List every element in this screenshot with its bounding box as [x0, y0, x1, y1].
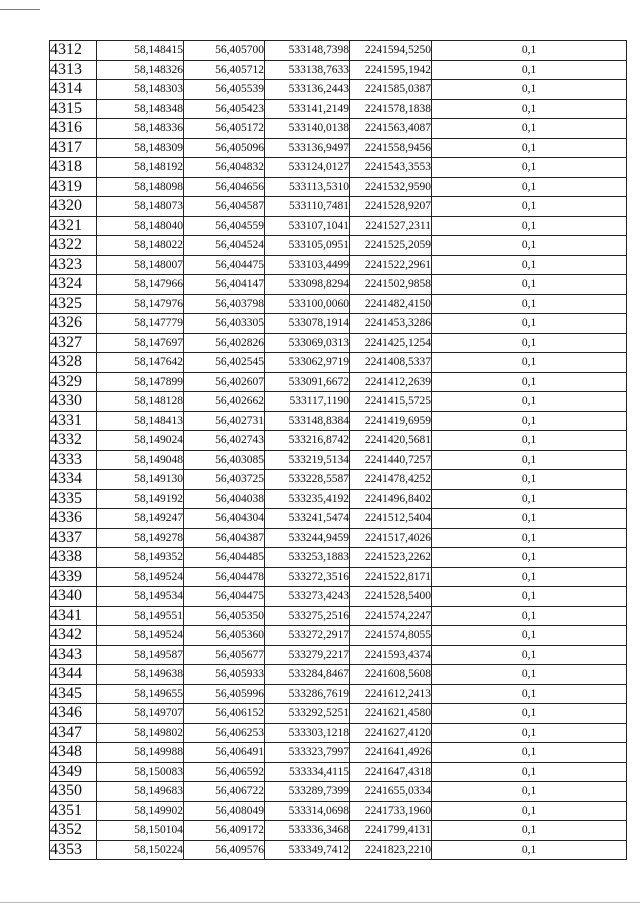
latitude-cell: 58,148128 — [97, 392, 184, 412]
accuracy-cell: 0,1 — [432, 801, 627, 821]
longitude-cell: 56,404485 — [184, 548, 265, 568]
latitude-cell: 58,148413 — [97, 411, 184, 431]
longitude-cell: 56,405172 — [184, 119, 265, 139]
latitude-cell: 58,147642 — [97, 353, 184, 373]
longitude-cell: 56,405712 — [184, 60, 265, 80]
latitude-cell: 58,149534 — [97, 587, 184, 607]
x-coordinate-cell: 533253,1883 — [265, 548, 350, 568]
latitude-cell: 58,149524 — [97, 567, 184, 587]
longitude-cell: 56,404038 — [184, 489, 265, 509]
longitude-cell: 56,404587 — [184, 197, 265, 217]
accuracy-cell: 0,1 — [432, 41, 627, 61]
accuracy-cell: 0,1 — [432, 587, 627, 607]
table-row — [50, 489, 627, 509]
point-number-cell: 4336 — [50, 509, 97, 529]
x-coordinate-cell: 533292,5251 — [265, 704, 350, 724]
coordinates-table — [49, 40, 627, 860]
accuracy-cell: 0,1 — [432, 489, 627, 509]
latitude-cell: 58,149655 — [97, 684, 184, 704]
latitude-cell: 58,149988 — [97, 743, 184, 763]
table-row — [50, 762, 627, 782]
latitude-cell: 58,150104 — [97, 821, 184, 841]
y-coordinate-cell: 2241453,3286 — [350, 314, 432, 334]
longitude-cell: 56,404524 — [184, 236, 265, 256]
table-row — [50, 470, 627, 490]
table-row — [50, 314, 627, 334]
latitude-cell: 58,149551 — [97, 606, 184, 626]
accuracy-cell: 0,1 — [432, 236, 627, 256]
longitude-cell: 56,402607 — [184, 372, 265, 392]
top-rule — [0, 9, 40, 10]
accuracy-cell: 0,1 — [432, 333, 627, 353]
x-coordinate-cell: 533334,4115 — [265, 762, 350, 782]
longitude-cell: 56,404656 — [184, 177, 265, 197]
table-row — [50, 587, 627, 607]
y-coordinate-cell: 2241522,8171 — [350, 567, 432, 587]
x-coordinate-cell: 533069,0313 — [265, 333, 350, 353]
table-row — [50, 606, 627, 626]
y-coordinate-cell: 2241528,5400 — [350, 587, 432, 607]
table-row — [50, 372, 627, 392]
y-coordinate-cell: 2241496,8402 — [350, 489, 432, 509]
accuracy-cell: 0,1 — [432, 275, 627, 295]
accuracy-cell: 0,1 — [432, 392, 627, 412]
y-coordinate-cell: 2241823,2210 — [350, 840, 432, 860]
accuracy-cell: 0,1 — [432, 255, 627, 275]
point-number-cell: 4353 — [50, 840, 97, 860]
y-coordinate-cell: 2241482,4150 — [350, 294, 432, 314]
x-coordinate-cell: 533136,9497 — [265, 138, 350, 158]
longitude-cell: 56,409576 — [184, 840, 265, 860]
latitude-cell: 58,147779 — [97, 314, 184, 334]
y-coordinate-cell: 2241527,2311 — [350, 216, 432, 236]
table-row — [50, 138, 627, 158]
y-coordinate-cell: 2241558,9456 — [350, 138, 432, 158]
accuracy-cell: 0,1 — [432, 840, 627, 860]
point-number-cell: 4340 — [50, 587, 97, 607]
point-number-cell: 4346 — [50, 704, 97, 724]
point-number-cell: 4352 — [50, 821, 97, 841]
longitude-cell: 56,406152 — [184, 704, 265, 724]
accuracy-cell: 0,1 — [432, 528, 627, 548]
table-row — [50, 704, 627, 724]
x-coordinate-cell: 533279,2217 — [265, 645, 350, 665]
latitude-cell: 58,148098 — [97, 177, 184, 197]
longitude-cell: 56,402826 — [184, 333, 265, 353]
accuracy-cell: 0,1 — [432, 372, 627, 392]
y-coordinate-cell: 2241733,1960 — [350, 801, 432, 821]
latitude-cell: 58,149048 — [97, 450, 184, 470]
latitude-cell: 58,148073 — [97, 197, 184, 217]
point-number-cell: 4313 — [50, 60, 97, 80]
latitude-cell: 58,149638 — [97, 665, 184, 685]
bottom-rule — [0, 902, 640, 903]
accuracy-cell: 0,1 — [432, 470, 627, 490]
table-row — [50, 626, 627, 646]
point-number-cell: 4341 — [50, 606, 97, 626]
accuracy-cell: 0,1 — [432, 606, 627, 626]
accuracy-cell: 0,1 — [432, 353, 627, 373]
accuracy-cell: 0,1 — [432, 626, 627, 646]
x-coordinate-cell: 533100,0060 — [265, 294, 350, 314]
longitude-cell: 56,404304 — [184, 509, 265, 529]
x-coordinate-cell: 533273,4243 — [265, 587, 350, 607]
longitude-cell: 56,404559 — [184, 216, 265, 236]
y-coordinate-cell: 2241440,7257 — [350, 450, 432, 470]
x-coordinate-cell: 533303,1218 — [265, 723, 350, 743]
longitude-cell: 56,405539 — [184, 80, 265, 100]
accuracy-cell: 0,1 — [432, 548, 627, 568]
latitude-cell: 58,149587 — [97, 645, 184, 665]
latitude-cell: 58,148022 — [97, 236, 184, 256]
longitude-cell: 56,404147 — [184, 275, 265, 295]
longitude-cell: 56,404475 — [184, 587, 265, 607]
y-coordinate-cell: 2241641,4926 — [350, 743, 432, 763]
table-row — [50, 548, 627, 568]
accuracy-cell: 0,1 — [432, 782, 627, 802]
longitude-cell: 56,406592 — [184, 762, 265, 782]
latitude-cell: 58,148007 — [97, 255, 184, 275]
table-row — [50, 294, 627, 314]
point-number-cell: 4322 — [50, 236, 97, 256]
point-number-cell: 4333 — [50, 450, 97, 470]
longitude-cell: 56,404478 — [184, 567, 265, 587]
point-number-cell: 4339 — [50, 567, 97, 587]
x-coordinate-cell: 533289,7399 — [265, 782, 350, 802]
latitude-cell: 58,149130 — [97, 470, 184, 490]
table-row — [50, 275, 627, 295]
latitude-cell: 58,150224 — [97, 840, 184, 860]
accuracy-cell: 0,1 — [432, 99, 627, 119]
table-row — [50, 197, 627, 217]
x-coordinate-cell: 533284,8467 — [265, 665, 350, 685]
latitude-cell: 58,150083 — [97, 762, 184, 782]
y-coordinate-cell: 2241523,2262 — [350, 548, 432, 568]
x-coordinate-cell: 533091,6672 — [265, 372, 350, 392]
longitude-cell: 56,405423 — [184, 99, 265, 119]
point-number-cell: 4347 — [50, 723, 97, 743]
point-number-cell: 4314 — [50, 80, 97, 100]
accuracy-cell: 0,1 — [432, 216, 627, 236]
y-coordinate-cell: 2241594,5250 — [350, 41, 432, 61]
table-row — [50, 60, 627, 80]
y-coordinate-cell: 2241415,5725 — [350, 392, 432, 412]
y-coordinate-cell: 2241412,2639 — [350, 372, 432, 392]
latitude-cell: 58,148326 — [97, 60, 184, 80]
table-row — [50, 431, 627, 451]
accuracy-cell: 0,1 — [432, 80, 627, 100]
x-coordinate-cell: 533272,3516 — [265, 567, 350, 587]
latitude-cell: 58,147899 — [97, 372, 184, 392]
point-number-cell: 4319 — [50, 177, 97, 197]
latitude-cell: 58,148415 — [97, 41, 184, 61]
latitude-cell: 58,149192 — [97, 489, 184, 509]
accuracy-cell: 0,1 — [432, 177, 627, 197]
longitude-cell: 56,406253 — [184, 723, 265, 743]
accuracy-cell: 0,1 — [432, 567, 627, 587]
table-row — [50, 665, 627, 685]
x-coordinate-cell: 533136,2443 — [265, 80, 350, 100]
y-coordinate-cell: 2241612,2413 — [350, 684, 432, 704]
latitude-cell: 58,149707 — [97, 704, 184, 724]
longitude-cell: 56,405933 — [184, 665, 265, 685]
y-coordinate-cell: 2241478,4252 — [350, 470, 432, 490]
table-row — [50, 158, 627, 178]
accuracy-cell: 0,1 — [432, 704, 627, 724]
x-coordinate-cell: 533107,1041 — [265, 216, 350, 236]
latitude-cell: 58,149278 — [97, 528, 184, 548]
latitude-cell: 58,148309 — [97, 138, 184, 158]
table-row — [50, 723, 627, 743]
latitude-cell: 58,148040 — [97, 216, 184, 236]
table-row — [50, 392, 627, 412]
x-coordinate-cell: 533062,9719 — [265, 353, 350, 373]
x-coordinate-cell: 533336,3468 — [265, 821, 350, 841]
x-coordinate-cell: 533103,4499 — [265, 255, 350, 275]
latitude-cell: 58,148336 — [97, 119, 184, 139]
y-coordinate-cell: 2241574,8055 — [350, 626, 432, 646]
y-coordinate-cell: 2241647,4318 — [350, 762, 432, 782]
x-coordinate-cell: 533241,5474 — [265, 509, 350, 529]
y-coordinate-cell: 2241585,0387 — [350, 80, 432, 100]
longitude-cell: 56,402731 — [184, 411, 265, 431]
longitude-cell: 56,408049 — [184, 801, 265, 821]
x-coordinate-cell: 533216,8742 — [265, 431, 350, 451]
accuracy-cell: 0,1 — [432, 450, 627, 470]
y-coordinate-cell: 2241408,5337 — [350, 353, 432, 373]
x-coordinate-cell: 533219,5134 — [265, 450, 350, 470]
table-row — [50, 821, 627, 841]
longitude-cell: 56,402662 — [184, 392, 265, 412]
latitude-cell: 58,147976 — [97, 294, 184, 314]
accuracy-cell: 0,1 — [432, 509, 627, 529]
accuracy-cell: 0,1 — [432, 138, 627, 158]
longitude-cell: 56,406722 — [184, 782, 265, 802]
accuracy-cell: 0,1 — [432, 314, 627, 334]
x-coordinate-cell: 533228,5587 — [265, 470, 350, 490]
accuracy-cell: 0,1 — [432, 821, 627, 841]
accuracy-cell: 0,1 — [432, 431, 627, 451]
longitude-cell: 56,404475 — [184, 255, 265, 275]
point-number-cell: 4327 — [50, 333, 97, 353]
point-number-cell: 4349 — [50, 762, 97, 782]
point-number-cell: 4321 — [50, 216, 97, 236]
x-coordinate-cell: 533098,8294 — [265, 275, 350, 295]
latitude-cell: 58,149524 — [97, 626, 184, 646]
table-row — [50, 353, 627, 373]
longitude-cell: 56,405996 — [184, 684, 265, 704]
y-coordinate-cell: 2241420,5681 — [350, 431, 432, 451]
x-coordinate-cell: 533349,7412 — [265, 840, 350, 860]
longitude-cell: 56,405350 — [184, 606, 265, 626]
point-number-cell: 4342 — [50, 626, 97, 646]
point-number-cell: 4351 — [50, 801, 97, 821]
y-coordinate-cell: 2241543,3553 — [350, 158, 432, 178]
longitude-cell: 56,405096 — [184, 138, 265, 158]
point-number-cell: 4345 — [50, 684, 97, 704]
point-number-cell: 4332 — [50, 431, 97, 451]
point-number-cell: 4344 — [50, 665, 97, 685]
y-coordinate-cell: 2241593,4374 — [350, 645, 432, 665]
x-coordinate-cell: 533140,0138 — [265, 119, 350, 139]
point-number-cell: 4323 — [50, 255, 97, 275]
latitude-cell: 58,148303 — [97, 80, 184, 100]
x-coordinate-cell: 533138,7633 — [265, 60, 350, 80]
x-coordinate-cell: 533235,4192 — [265, 489, 350, 509]
point-number-cell: 4320 — [50, 197, 97, 217]
x-coordinate-cell: 533323,7997 — [265, 743, 350, 763]
y-coordinate-cell: 2241655,0334 — [350, 782, 432, 802]
point-number-cell: 4317 — [50, 138, 97, 158]
x-coordinate-cell: 533148,8384 — [265, 411, 350, 431]
latitude-cell: 58,149352 — [97, 548, 184, 568]
latitude-cell: 58,147966 — [97, 275, 184, 295]
table-row — [50, 236, 627, 256]
table-row — [50, 645, 627, 665]
y-coordinate-cell: 2241799,4131 — [350, 821, 432, 841]
x-coordinate-cell: 533124,0127 — [265, 158, 350, 178]
point-number-cell: 4325 — [50, 294, 97, 314]
table-row — [50, 782, 627, 802]
point-number-cell: 4326 — [50, 314, 97, 334]
table-row — [50, 255, 627, 275]
x-coordinate-cell: 533113,5310 — [265, 177, 350, 197]
point-number-cell: 4312 — [50, 41, 97, 61]
longitude-cell: 56,409172 — [184, 821, 265, 841]
table-row — [50, 743, 627, 763]
table-row — [50, 567, 627, 587]
x-coordinate-cell: 533117,1190 — [265, 392, 350, 412]
latitude-cell: 58,149802 — [97, 723, 184, 743]
accuracy-cell: 0,1 — [432, 665, 627, 685]
y-coordinate-cell: 2241563,4087 — [350, 119, 432, 139]
longitude-cell: 56,405700 — [184, 41, 265, 61]
point-number-cell: 4316 — [50, 119, 97, 139]
y-coordinate-cell: 2241627,4120 — [350, 723, 432, 743]
point-number-cell: 4334 — [50, 470, 97, 490]
y-coordinate-cell: 2241574,2247 — [350, 606, 432, 626]
accuracy-cell: 0,1 — [432, 684, 627, 704]
x-coordinate-cell: 533078,1914 — [265, 314, 350, 334]
x-coordinate-cell: 533110,7481 — [265, 197, 350, 217]
longitude-cell: 56,402743 — [184, 431, 265, 451]
table-row — [50, 509, 627, 529]
table-row — [50, 119, 627, 139]
point-number-cell: 4329 — [50, 372, 97, 392]
y-coordinate-cell: 2241522,2961 — [350, 255, 432, 275]
table-row — [50, 80, 627, 100]
longitude-cell: 56,403085 — [184, 450, 265, 470]
point-number-cell: 4318 — [50, 158, 97, 178]
table-row — [50, 840, 627, 860]
y-coordinate-cell: 2241517,4026 — [350, 528, 432, 548]
latitude-cell: 58,149683 — [97, 782, 184, 802]
x-coordinate-cell: 533105,0951 — [265, 236, 350, 256]
point-number-cell: 4335 — [50, 489, 97, 509]
table-row — [50, 216, 627, 236]
x-coordinate-cell: 533286,7619 — [265, 684, 350, 704]
accuracy-cell: 0,1 — [432, 197, 627, 217]
point-number-cell: 4328 — [50, 353, 97, 373]
x-coordinate-cell: 533272,2917 — [265, 626, 350, 646]
y-coordinate-cell: 2241595,1942 — [350, 60, 432, 80]
accuracy-cell: 0,1 — [432, 645, 627, 665]
y-coordinate-cell: 2241578,1838 — [350, 99, 432, 119]
point-number-cell: 4324 — [50, 275, 97, 295]
latitude-cell: 58,147697 — [97, 333, 184, 353]
latitude-cell: 58,148192 — [97, 158, 184, 178]
table-row — [50, 801, 627, 821]
longitude-cell: 56,404387 — [184, 528, 265, 548]
accuracy-cell: 0,1 — [432, 119, 627, 139]
point-number-cell: 4343 — [50, 645, 97, 665]
accuracy-cell: 0,1 — [432, 743, 627, 763]
accuracy-cell: 0,1 — [432, 411, 627, 431]
coordinates-table-body — [50, 41, 627, 860]
longitude-cell: 56,403798 — [184, 294, 265, 314]
accuracy-cell: 0,1 — [432, 158, 627, 178]
y-coordinate-cell: 2241502,9858 — [350, 275, 432, 295]
table-row — [50, 41, 627, 61]
point-number-cell: 4348 — [50, 743, 97, 763]
point-number-cell: 4337 — [50, 528, 97, 548]
y-coordinate-cell: 2241512,5404 — [350, 509, 432, 529]
table-row — [50, 528, 627, 548]
y-coordinate-cell: 2241532,9590 — [350, 177, 432, 197]
y-coordinate-cell: 2241528,9207 — [350, 197, 432, 217]
longitude-cell: 56,403305 — [184, 314, 265, 334]
x-coordinate-cell: 533148,7398 — [265, 41, 350, 61]
latitude-cell: 58,149247 — [97, 509, 184, 529]
table-row — [50, 99, 627, 119]
point-number-cell: 4350 — [50, 782, 97, 802]
x-coordinate-cell: 533244,9459 — [265, 528, 350, 548]
table-row — [50, 333, 627, 353]
longitude-cell: 56,402545 — [184, 353, 265, 373]
table-row — [50, 411, 627, 431]
longitude-cell: 56,404832 — [184, 158, 265, 178]
accuracy-cell: 0,1 — [432, 60, 627, 80]
table-row — [50, 684, 627, 704]
y-coordinate-cell: 2241425,1254 — [350, 333, 432, 353]
longitude-cell: 56,405360 — [184, 626, 265, 646]
y-coordinate-cell: 2241608,5608 — [350, 665, 432, 685]
accuracy-cell: 0,1 — [432, 294, 627, 314]
latitude-cell: 58,149902 — [97, 801, 184, 821]
point-number-cell: 4315 — [50, 99, 97, 119]
table-row — [50, 177, 627, 197]
accuracy-cell: 0,1 — [432, 723, 627, 743]
point-number-cell: 4338 — [50, 548, 97, 568]
latitude-cell: 58,149024 — [97, 431, 184, 451]
x-coordinate-cell: 533275,2516 — [265, 606, 350, 626]
y-coordinate-cell: 2241525,2059 — [350, 236, 432, 256]
accuracy-cell: 0,1 — [432, 762, 627, 782]
x-coordinate-cell: 533314,0698 — [265, 801, 350, 821]
y-coordinate-cell: 2241621,4580 — [350, 704, 432, 724]
longitude-cell: 56,403725 — [184, 470, 265, 490]
latitude-cell: 58,148348 — [97, 99, 184, 119]
point-number-cell: 4330 — [50, 392, 97, 412]
table-row — [50, 450, 627, 470]
longitude-cell: 56,406491 — [184, 743, 265, 763]
y-coordinate-cell: 2241419,6959 — [350, 411, 432, 431]
point-number-cell: 4331 — [50, 411, 97, 431]
longitude-cell: 56,405677 — [184, 645, 265, 665]
x-coordinate-cell: 533141,2149 — [265, 99, 350, 119]
